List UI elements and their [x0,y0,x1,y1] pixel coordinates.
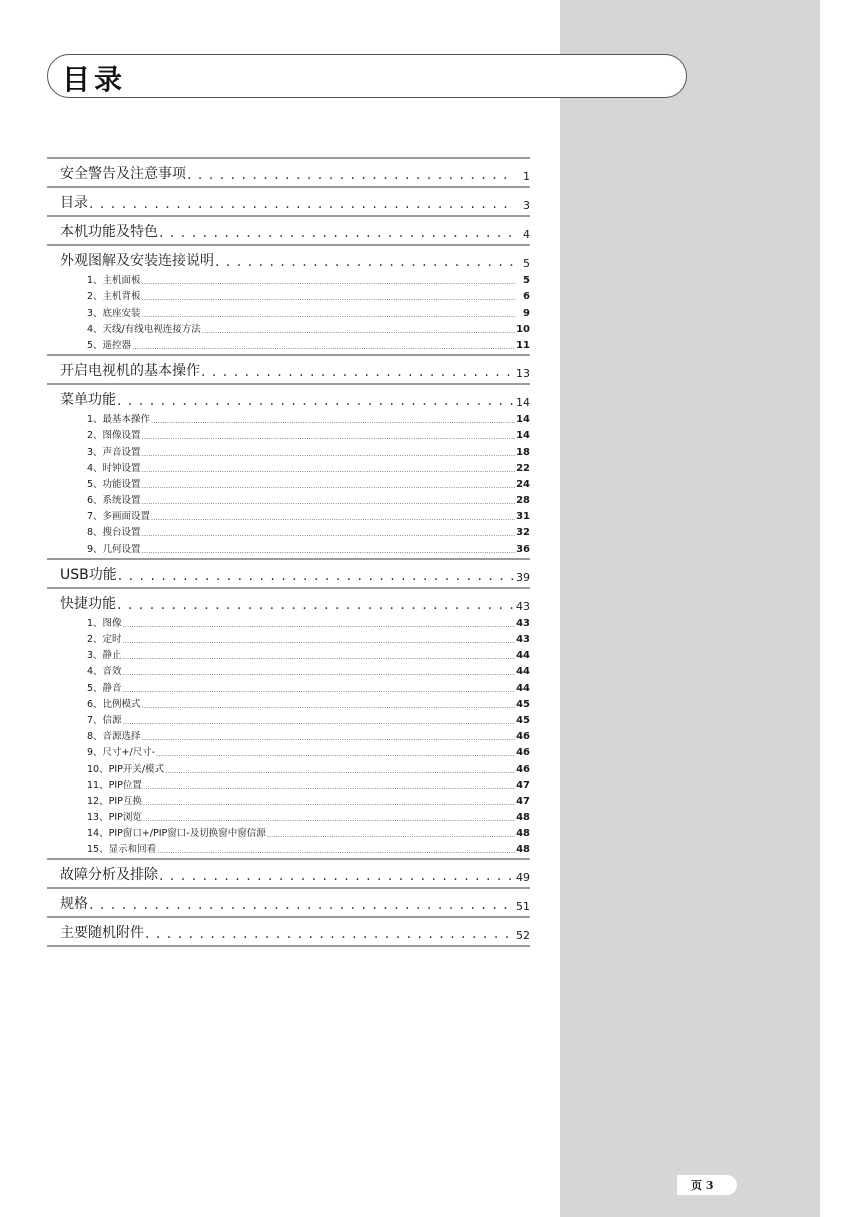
toc-subitem[interactable] [47,474,530,490]
toc-subitem[interactable] [47,839,530,855]
toc-section [47,244,530,354]
toc-subitem-page: 48 [516,812,530,824]
dot-leader [142,294,515,302]
toc-subitem-page: 9 [523,307,530,319]
toc-subitem-page: 11 [516,339,530,351]
toc-subitem-page: 10 [516,323,530,335]
toc-subitem-label: 2、图像设置 [87,430,141,442]
toc-section-entry[interactable] [47,219,530,241]
toc-subitem-label: 3、静止 [87,650,122,662]
toc-subitem-label: 3、声音设置 [87,446,141,458]
toc-subitem[interactable] [47,270,530,286]
toc-subitem-label: 5、静音 [87,682,122,694]
dot-leader [142,547,515,555]
toc-page-number: 1 [523,170,530,183]
dot-leader [117,597,515,613]
toc-section-title: 开启电视机的基本操作 [60,362,200,379]
table-of-contents [47,157,530,947]
toc-subitem-page: 18 [516,446,530,458]
toc-section [47,858,530,887]
toc-section-entry[interactable] [47,591,530,613]
toc-subitem-label: 6、比例模式 [87,698,141,710]
toc-subitem-page: 14 [516,430,530,442]
dot-leader [142,734,515,742]
dot-leader [142,702,515,710]
toc-subitem-page: 28 [516,495,530,507]
toc-subitem-label: 1、图像 [87,617,122,629]
dot-leader [145,926,515,942]
toc-subitem[interactable] [47,286,530,302]
toc-subitem[interactable] [47,441,530,457]
dot-leader [142,450,515,458]
toc-section [47,558,530,587]
dot-leader [142,482,515,490]
toc-subitem-page: 48 [516,828,530,840]
toc-subitem-label: 11、PIP位置 [87,779,142,791]
toc-subitem-page: 48 [516,844,530,856]
toc-page-number: 52 [516,929,530,943]
toc-section-entry[interactable] [47,248,530,270]
toc-section [47,887,530,916]
dot-leader [89,196,515,212]
dot-leader [123,669,515,677]
toc-subitem-label: 5、遥控器 [87,339,132,351]
toc-subitem-label: 12、PIP互换 [87,795,142,807]
toc-section [47,215,530,244]
toc-section-entry[interactable] [47,190,530,212]
dot-leader [142,433,515,441]
toc-section-entry[interactable] [47,891,530,913]
dot-leader [132,343,515,351]
toc-page-number: 4 [523,228,530,241]
toc-subitem-page: 43 [516,634,530,645]
toc-section [47,916,530,947]
toc-subitem-page: 24 [516,478,530,490]
dot-leader [117,393,515,409]
toc-subitem-label: 2、主机背板 [87,291,141,303]
toc-subitem-label: 7、多画面设置 [87,511,151,523]
toc-subitem-page: 14 [516,414,530,426]
toc-subitem[interactable] [47,490,530,506]
toc-section-entry[interactable] [47,161,530,183]
dot-leader [157,847,515,855]
toc-subitem-label: 8、音源选择 [87,731,141,743]
toc-subitem[interactable] [47,458,530,474]
dot-leader [159,225,515,241]
dot-leader [89,897,515,913]
dot-leader [159,868,515,884]
toc-subitem-label: 15、显示和回看 [87,844,157,856]
title-frame [47,54,687,98]
toc-subitem[interactable] [47,613,530,629]
dot-leader [142,498,515,506]
toc-subitem-page: 44 [516,650,530,662]
toc-subitem[interactable] [47,409,530,425]
dot-leader [143,783,515,791]
toc-section [47,157,530,186]
toc-subitem-page: 47 [516,795,530,807]
toc-subitem-page: 44 [516,666,530,678]
toc-section-title: 快捷功能 [60,595,116,612]
toc-subitem-page: 32 [516,527,530,539]
toc-section [47,186,530,215]
toc-page-number: 14 [516,395,530,409]
toc-subitem-label: 4、时钟设置 [87,462,141,474]
toc-subitem[interactable] [47,506,530,522]
toc-subitem[interactable] [47,758,530,774]
toc-section-entry[interactable] [47,387,530,409]
dot-leader [142,278,515,286]
toc-subitem-page: 46 [516,763,530,775]
dot-leader [201,364,515,380]
toc-section-title: 安全警告及注意事项 [60,166,186,182]
toc-subitem-page: 31 [516,511,530,523]
toc-subitem[interactable] [47,807,530,823]
toc-section-title: 主要随机附件 [60,925,144,942]
page-title: 目录 [62,63,127,96]
toc-section-title: 故障分析及排除 [60,867,158,884]
toc-subitem-label: 3、底座安装 [87,307,141,319]
toc-subitem[interactable] [47,425,530,441]
toc-subitem[interactable] [47,335,530,351]
dot-leader [143,815,515,823]
toc-page-number: 5 [523,257,530,270]
dot-leader [156,750,515,758]
dot-leader [202,327,515,335]
toc-subitem-page: 6 [523,291,530,303]
dot-leader [142,311,515,319]
dot-leader [123,686,515,694]
toc-subitem-page: 44 [516,682,530,694]
toc-subitem[interactable] [47,710,530,726]
dot-leader [143,799,515,807]
toc-section-title: 外观图解及安装连接说明 [60,253,214,269]
toc-subitem-page: 36 [516,543,530,555]
dot-leader [123,653,515,661]
toc-subitem-page: 45 [516,714,530,726]
gray-sidebar [560,0,820,1217]
toc-section-title: 本机功能及特色 [60,224,158,240]
toc-subitem[interactable] [47,694,530,710]
toc-subitem[interactable] [47,302,530,318]
toc-page-number: 13 [516,366,530,380]
toc-section [47,383,530,558]
toc-subitem-label: 7、信源 [87,714,122,726]
toc-subitem-page: 5 [523,275,530,287]
toc-section [47,354,530,383]
dot-leader [187,167,515,183]
toc-subitem-label: 1、最基本操作 [87,414,151,426]
toc-page-number: 3 [523,199,530,212]
toc-subitem-page: 22 [516,462,530,474]
dot-leader [142,530,515,538]
toc-section-entry[interactable] [47,562,530,584]
toc-subitem-page: 47 [516,779,530,791]
toc-page-number: 51 [516,900,530,914]
toc-section-title: 菜单功能 [60,391,116,408]
toc-subitem-label: 10、PIP开关/模式 [87,763,165,775]
toc-section-title: 规格 [60,896,88,913]
toc-subitem-label: 9、几何设置 [87,543,141,555]
toc-section-title: USB功能 [60,566,117,583]
toc-page-number: 39 [516,570,530,584]
toc-subitem-label: 4、音效 [87,666,122,678]
dot-leader [123,637,515,645]
toc-subitem-label: 13、PIP浏览 [87,812,142,824]
page-number-badge: 页 3 [677,1175,737,1195]
toc-subitem[interactable] [47,775,530,791]
toc-subitem-label: 4、天线/有线电视连接方法 [87,323,201,335]
toc-subitem-label: 9、尺寸+/尺寸- [87,747,156,759]
toc-subitem-label: 2、定时 [87,634,122,645]
toc-section [47,587,530,859]
dot-leader [215,254,515,270]
dot-leader [165,767,515,775]
toc-subitem[interactable] [47,791,530,807]
toc-section-entry[interactable] [47,358,530,380]
dot-leader [123,718,515,726]
dot-leader [267,831,515,839]
toc-page-number: 43 [516,599,530,613]
toc-subitem-page: 46 [516,731,530,743]
toc-subitem[interactable] [47,522,530,538]
toc-subitem[interactable] [47,823,530,839]
toc-subitem-label: 6、系统设置 [87,495,141,507]
dot-leader [118,568,515,584]
toc-subitem-page: 43 [516,617,530,629]
toc-subitem[interactable] [47,661,530,677]
toc-subitem-page: 45 [516,698,530,710]
toc-subitem[interactable] [47,645,530,661]
toc-subitem[interactable] [47,538,530,554]
toc-subitem-label: 5、功能设置 [87,478,141,490]
toc-subitem[interactable] [47,742,530,758]
toc-subitem[interactable] [47,726,530,742]
dot-leader [151,417,515,425]
toc-subitem-label: 8、搜台设置 [87,527,141,539]
dot-leader [142,466,515,474]
toc-subitem[interactable] [47,629,530,645]
toc-subitem-label: 1、主机面板 [87,275,141,287]
toc-section-entry[interactable] [47,920,530,942]
toc-section-title: 目录 [60,195,88,211]
toc-page-number: 49 [516,871,530,885]
toc-subitem-label: 14、PIP窗口+/PIP窗口-及切换窗中窗信源 [87,828,266,840]
toc-subitem[interactable] [47,677,530,693]
toc-subitem-page: 46 [516,747,530,759]
dot-leader [123,621,515,629]
toc-section-entry[interactable] [47,862,530,884]
dot-leader [151,514,515,522]
toc-subitem[interactable] [47,319,530,335]
